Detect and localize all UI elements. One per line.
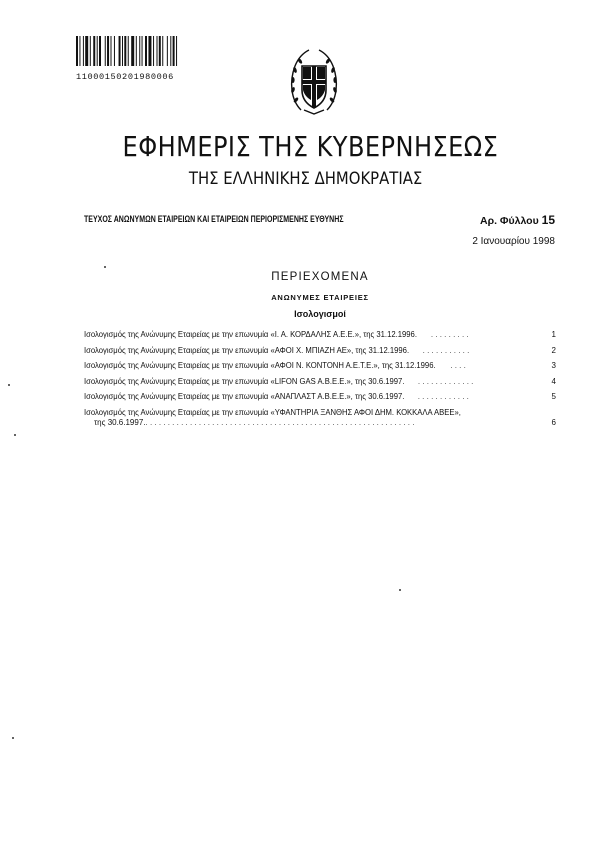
gazette-title: ΕΦΗΜΕΡΙΣ ΤΗΣ ΚΥΒΕΡΝΗΣΕΩΣ (122, 130, 499, 163)
toc-entry-text: Ισολογισμός της Ανώνυμης Εταιρείας με την επωνυμία «ΑΦΟΙ Ν. ΚΟΝΤΟΝΗ Α.Ε.Τ.Ε.», της 31.12.1996. (84, 361, 436, 370)
issue-label-text: Αρ. Φύλλου (479, 215, 539, 227)
toc-entry-text: Ισολογισμός της Ανώνυμης Εταιρείας με την επωνυμία «ΑΝΑΠΛΑΣΤ Α.Β.Ε.Ε.», της 30.6.1997. (84, 392, 405, 401)
toc-entry (84, 346, 556, 362)
barcode-bar (153, 36, 154, 66)
scan-speck (399, 589, 401, 591)
barcode-bar (85, 36, 88, 66)
toc-entry (84, 408, 556, 427)
issue-date: 2 Ιανουαρίου 1998 (472, 236, 555, 247)
barcode-bar (167, 36, 168, 66)
toc-entry-text: Ισολογισμός της Ανώνυμης Εταιρείας με την επωνυμία «ΥΦΑΝΤΗΡΙΑ ΞΑΝΘΗΣ ΑΦΟΙ ΔΗΜ. ΚΟΚΚΑΛΑ ΑΒΕΕ», (84, 407, 461, 417)
toc-leader-dots: . . . . . . . . . (430, 330, 469, 339)
gazette-subtitle: ΤΗΣ ΕΛΛΗΝΙΚΗΣ ΔΗΜΟΚΡΑΤΙΑΣ (188, 169, 423, 188)
barcode-bar (170, 36, 171, 66)
toc-entry (84, 330, 556, 346)
subsection-title: Ισολογισμοί (294, 309, 346, 319)
scan-speck (8, 384, 10, 386)
toc-page-number: 2 (551, 345, 556, 355)
toc-leader-dots: . . . . . . . . . . . . . (417, 376, 474, 386)
masthead (0, 130, 595, 188)
scan-speck (12, 737, 14, 739)
barcode-bar (105, 36, 106, 66)
section-title: ΑΝΩΝΥΜΕΣ ΕΤΑΙΡΕΙΕΣ (271, 293, 369, 302)
barcode-bar (93, 36, 95, 66)
toc-entry (84, 361, 556, 377)
toc-page-number: 6 (551, 417, 556, 427)
barcode-bar (97, 36, 98, 66)
barcode-bar (83, 36, 84, 66)
barcode-bar (124, 36, 126, 66)
toc-leader-dots: . . . . (450, 361, 466, 370)
barcode-bar (90, 36, 91, 66)
toc-leader-dots: . . . . . . . . . . . . . . . . . . . . . . . . . . . . . . . . . . . . . . . . . . . . . . . . . . . . . . . . . . . . . (145, 417, 415, 427)
barcode-bar (107, 36, 109, 66)
barcode-bar (111, 36, 112, 66)
toc-entry-text: Ισολογισμός της Ανώνυμης Εταιρείας με την επωνυμία «LIFON GAS A.B.E.E.», της 30.6.1997. (84, 376, 405, 386)
toc-entry-text-continued: της 30.6.1997. (94, 417, 146, 427)
toc-entry (84, 392, 556, 408)
barcode-bar (148, 36, 151, 66)
barcode-number: 11000150201980006 (76, 72, 174, 82)
barcode-bar (159, 36, 161, 66)
barcode-bar (76, 36, 78, 66)
toc-entry-text: Ισολογισμός της Ανώνυμης Εταιρείας με την επωνυμία «Ι. Α. ΚΟΡΔΑΛΗΣ Α.Ε.Ε.», της 31.12.1996. (84, 330, 417, 339)
barcode (76, 36, 214, 82)
scan-speck (104, 266, 106, 268)
barcode-bar (157, 36, 158, 66)
barcode-bar (122, 36, 123, 66)
barcode-bar (173, 36, 175, 66)
toc-page-number: 3 (551, 361, 556, 370)
issue-label (480, 213, 555, 227)
toc-entry (84, 377, 556, 393)
barcode-bars (76, 36, 214, 66)
toc-leader-dots: . . . . . . . . . . . . (417, 392, 469, 401)
barcode-bar (99, 36, 101, 66)
coat-of-arms-emblem (287, 42, 341, 120)
barcode-bar (128, 36, 129, 66)
barcode-bar (145, 36, 147, 66)
toc-page-number: 4 (551, 376, 556, 386)
series-header (84, 214, 555, 228)
barcode-bar (79, 36, 80, 66)
table-of-contents (84, 330, 556, 427)
barcode-bar (119, 36, 121, 66)
barcode-bar (139, 36, 140, 66)
barcode-bar (176, 36, 177, 66)
barcode-bar (114, 36, 115, 66)
series-title: ΤΕΥΧΟΣ ΑΝΩΝΥΜΩΝ ΕΤΑΙΡΕΙΩΝ ΚΑΙ ΕΤΑΙΡΕΙΩΝ ΠΕΡΙΟΡΙΣΜΕΝΗΣ ΕΥΘΥΝΗΣ (84, 214, 344, 224)
scan-speck (14, 434, 16, 436)
barcode-bar (136, 36, 137, 66)
barcode-bar (131, 36, 134, 66)
toc-leader-dots: . . . . . . . . . . . (422, 345, 470, 355)
toc-page-number: 1 (551, 330, 556, 339)
barcode-bar (162, 36, 163, 66)
barcode-bar (142, 36, 143, 66)
toc-page-number: 5 (551, 392, 556, 401)
toc-entry-text: Ισολογισμός της Ανώνυμης Εταιρείας με την επωνυμία «ΑΦΟΙ Χ. ΜΠΙΑΖΗ ΑΕ», της 31.12.1996. (84, 345, 410, 355)
issue-number: 15 (541, 213, 555, 227)
contents-title: ΠΕΡΙΕΧΟΜΕΝΑ (271, 271, 369, 283)
